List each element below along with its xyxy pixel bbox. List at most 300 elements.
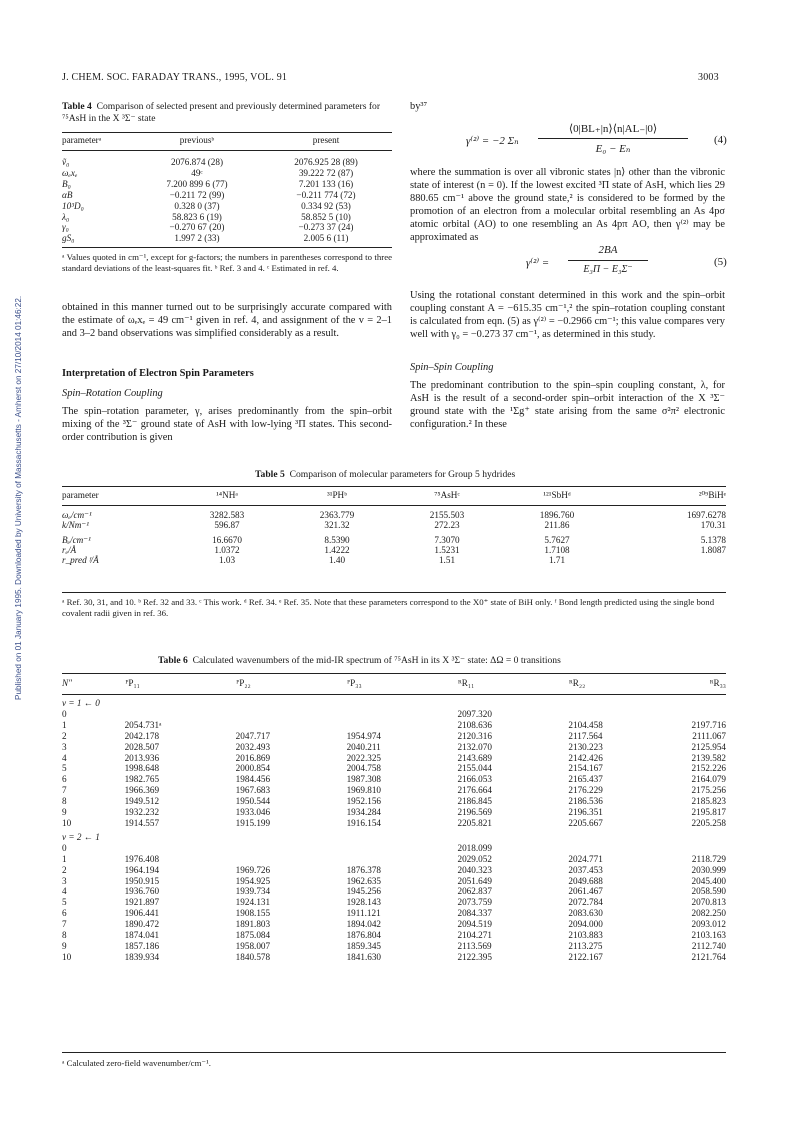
table6-value-cell [562,709,658,720]
table5-value-cell: 321.32 [324,520,350,531]
eq5-lhs: γ⁽²⁾ = [526,257,550,269]
table6-value-cell: 1998.648 [124,763,160,774]
table6-value-cell: 1982.765 [124,774,160,785]
table6-value-cell: 2108.636 [457,719,492,730]
table6-n-cell: 0 [62,842,67,853]
table6-col-branch: ᴿR₂₂ [568,678,586,688]
table6-n-cell: 7 [62,785,67,796]
table6-value-cell: 2040.211 [346,741,381,752]
table5-body [62,510,726,565]
table6-value-cell [341,720,452,731]
table6-value-cell: 2029.052 [457,853,492,864]
table6-value-cell: 2045.400 [691,875,726,886]
table5-mid-rule [62,505,726,506]
table6-value-cell: 2013.936 [124,752,160,763]
table6-col-branch: ᴿR₁₁ [457,678,475,688]
table6-value-cell: 1839.934 [124,951,160,962]
table6-value-cell: 1984.456 [235,774,271,785]
table4-present-cell: 39.222 72 (87) [298,167,354,178]
table4-present-cell: −0.211 774 (72) [296,189,356,200]
table6-value-cell [230,709,341,720]
table6-value-cell: 2094.519 [457,919,492,930]
table4-param-cell: B₀ [62,178,71,189]
eq5-label: (5) [714,256,727,268]
table6-value-cell: 2120.316 [457,730,492,741]
table5-value-cell: 5.1378 [700,534,726,545]
table5-bottom-rule [62,592,726,593]
table6-value-cell [341,843,452,854]
right-paragraph-1: where the summation is over all vibronic states |n⟩ other than the vibronic state of interest (n = 0). If the lowest excited ³Π state of AsH, which lies 29 880.65 cm⁻¹ above the ground state,² is considered to be formed by the promotion of an electron from a molecular orbital resembling an As 4pσ atomic orbital (AO) to one resembling an As 4pπ AO, then γ⁽²⁾ may be approximated as [410,167,725,243]
table6-value-cell: 2195.817 [691,807,726,818]
table6-value-cell: 2093.012 [691,919,726,930]
table4-present-cell: 0.334 92 (53) [301,200,351,211]
table6-row [62,818,726,829]
table5-value-cell: 7.3070 [434,534,460,545]
table4-present-cell: 58.852 5 (10) [301,211,351,222]
table6-value-cell: 2104.271 [457,930,492,941]
table6-value-cell: 2073.759 [457,897,492,908]
table5-value-cell: 272.23 [434,520,460,531]
table6-n-cell: 3 [62,875,67,886]
table5-caption: Table 5 Comparison of molecular parameters for Group 5 hydrides [255,469,516,480]
table4-previous-cell: 49ᶜ [191,167,203,178]
table6-value-cell: 2186.845 [457,796,492,807]
table4-previous-cell: 58.823 6 (19) [172,211,222,222]
table6-value-cell: 2176.229 [568,785,603,796]
table6-n-cell: 4 [62,752,67,763]
table6-value-cell: 1914.557 [124,817,160,828]
table6-value-cell: 1969.810 [346,785,382,796]
table6-row [62,785,726,796]
table6-value-cell: 2094.000 [568,919,603,930]
table6-value-cell: 1950.544 [235,796,271,807]
table5-value-cell: 596.87 [214,520,240,531]
table6-value-cell: 2062.837 [457,886,492,897]
table5-row [62,533,726,545]
table6-n-cell: 5 [62,897,67,908]
table5-value-cell: 1.8087 [700,544,726,555]
table4-header [62,135,392,146]
table6-value-cell [230,854,341,865]
table6-value-cell: 1894.042 [346,919,382,930]
table6-value-cell: 2142.426 [568,752,603,763]
table6-row [62,930,726,941]
table6-row [62,865,726,876]
table6-value-cell: 1859.345 [346,940,382,951]
table4-row [62,212,392,223]
table6-band-label: v = 2 ← 1 [62,831,100,842]
table4-col-previous: previousᵇ [179,135,215,145]
table6-header [62,678,726,689]
table4-previous-cell: −0.211 72 (99) [169,189,225,200]
table6-col-branch: ᴾP₂₂ [236,678,251,688]
table6-value-cell: 1967.683 [235,785,271,796]
table4-previous-cell: 2076.874 (28) [170,157,224,167]
table6-value-cell: 1976.408 [124,853,160,864]
left-paragraph-2: The spin–rotation parameter, γ, arises predominantly from the spin–orbit mixing of the ³Σ⁻ ground state of AsH with low-lying ³Π states. This second-order contribution is given [62,406,392,443]
table4-param-cell: 10³D₀ [62,200,84,211]
table6-value-cell: 2165.437 [568,774,603,785]
table4-bottom-rule [62,247,392,248]
table5-value-cell: 170.31 [700,520,726,531]
table6-value-cell: 1950.915 [124,875,160,886]
eq5-fraction-bar [568,260,648,261]
table5-value-cell: 5.7627 [544,534,570,545]
table6-n-cell: 4 [62,886,67,897]
table5-param-cell: r_pred ᶠ/Å [62,555,99,566]
table6-row [62,908,726,919]
table5-value-cell: 2155.503 [429,510,465,520]
table6-value-cell: 2112.740 [691,940,726,951]
table6-value-cell: 1952.156 [346,796,382,807]
table6-value-cell: 2058.590 [691,886,726,897]
table6-row [62,796,726,807]
table6-value-cell: 2122.167 [568,951,603,962]
table6-value-cell: 1949.512 [124,796,160,807]
table6-n-cell: 1 [62,853,67,864]
table6-row [62,952,726,963]
table6-n-cell: 3 [62,741,67,752]
table4-param-cell: γ₀ [62,222,69,233]
table6-value-cell: 2197.716 [691,719,726,730]
table6-value-cell: 2143.689 [457,752,492,763]
table6-value-cell: 1891.803 [235,919,271,930]
table6-row [62,897,726,908]
table6-value-cell: 1840.578 [235,951,271,962]
table6-col-branch: ᴿR₃₃ [709,678,726,688]
eq4-denominator: E₀ − Eₙ [595,143,631,155]
right-paragraph-3: The predominant contribution to the spin–spin coupling constant, λ, for AsH is the result of a second-order spin–orbit interaction of the X ³Σ⁻ ground state with the ¹Σg⁺ state arising from the same σ²π² electronic configuration.² In these [410,380,725,430]
table6-value-cell: 2113.569 [457,940,492,951]
table5-value-cell: 8.5390 [324,534,350,545]
table5-footnote: ᵃ Ref. 30, 31, and 10. ᵇ Ref. 32 and 33. ᶜ This work. ᵈ Ref. 34. ᵉ Ref. 35. Note that these parameters correspond to the X0⁺ state of BiH only. ᶠ Bond length predicted using the single bond covalent radii given in ref. 36. [62,597,715,618]
table6-band-label: v = 1 ← 0 [62,698,100,708]
table6-row [62,709,726,720]
table6-band-label-row [62,698,726,709]
table4-row [62,179,392,190]
table6-n-cell: 6 [62,774,67,785]
table6-value-cell: 1876.804 [346,930,382,941]
table6-col-branch: ᴾP₁₁ [125,678,140,688]
table6-value-cell: 2205.667 [568,817,603,828]
table5-header [62,490,726,500]
table6-n-cell: 0 [62,708,67,719]
table5-value-cell [612,555,726,565]
table6-value-cell: 1932.232 [124,807,160,818]
right-by: by³⁷ [410,101,428,112]
table6-value-cell: 2054.731ᵃ [124,719,162,730]
table6-value-cell: 2084.337 [457,908,492,919]
table6-value-cell: 2155.044 [457,763,492,774]
table6-value-cell: 2030.999 [691,864,726,875]
eq4-lhs: γ⁽²⁾ = −2 Σₙ [466,135,519,147]
table6-value-cell: 2097.320 [457,708,492,719]
table4-row [62,168,392,179]
table6-value-cell: 2022.325 [346,752,382,763]
table6-value-cell: 2113.275 [568,940,603,951]
table6-value-cell: 1954.974 [346,730,382,741]
table6-value-cell: 2104.458 [568,719,603,730]
table6-n-cell: 9 [62,807,67,818]
section-heading: Interpretation of Electron Spin Parameters [62,368,254,379]
table6-value-cell: 2166.053 [457,774,492,785]
table6-value-cell: 2103.163 [691,930,726,941]
table4-row [62,157,392,168]
table6-row [62,807,726,818]
table6-value-cell: 2111.067 [692,730,726,741]
table6-value-cell: 1934.284 [346,807,382,818]
table6-row [62,876,726,887]
table6-value-cell: 2125.954 [691,741,726,752]
table5-param-cell: ωₑ/cm⁻¹ [62,510,92,520]
table6-value-cell: 2130.223 [568,741,603,752]
table6-value-cell [341,709,452,720]
table6-value-cell: 2082.250 [691,908,726,919]
table4-previous-cell: −0.270 67 (20) [169,222,225,233]
eq4-fraction-bar [538,138,688,139]
table6-row [62,742,726,753]
table6-value-cell [230,720,341,731]
table6-value-cell: 1924.131 [235,897,271,908]
table6-value-cell: 1874.041 [124,930,160,941]
table4-col-parameter: parameterᵃ [62,135,102,145]
table5-value-cell: 1.51 [438,555,456,566]
subheading-spin-spin: Spin–Spin Coupling [410,362,494,373]
table6-value-cell: 2032.493 [235,741,271,752]
table4-caption: Table 4 Comparison of selected present and previously determined parameters for ⁷⁵AsH in the X ³Σ⁻ state [62,101,381,124]
table6-row [62,941,726,952]
table6-value-cell: 2205.821 [457,817,492,828]
table6-value-cell: 1911.121 [346,908,381,919]
table4-body [62,157,392,244]
eq5-numerator: 2BA [598,244,618,256]
equation-5 [526,244,736,284]
table6-row [62,731,726,742]
table5-param-cell: k/Nm⁻¹ [62,520,89,531]
table5-col-ash: ⁷⁵AsHᶜ [434,490,460,500]
table6-n-cell: 9 [62,940,67,951]
table5-col-bih: ²⁰⁹BiHᵉ [698,490,726,500]
table6-bottom-rule [62,1052,726,1053]
table4-previous-cell: 7.200 899 6 (77) [166,178,228,189]
table6-value-cell: 1964.194 [124,864,160,875]
table6-value-cell: 1890.472 [124,919,160,930]
table6-value-cell: 2024.771 [568,853,603,864]
table5-top-rule [62,486,726,487]
table6-row [62,763,726,774]
table6-value-cell: 2018.099 [457,842,492,853]
table6-n-cell: 2 [62,730,67,741]
table6-value-cell: 1962.635 [346,875,382,886]
table6-col-branch: ᴾP₃₃ [347,678,362,688]
download-watermark: Published on 01 January 1995. Downloaded by University of Massachusetts - Amherst on 27/10/2014 01:46:22. [14,295,23,700]
table6-value-cell [119,843,230,854]
table5-col-ph: ³¹PHᵇ [326,490,348,500]
table6-row [62,720,726,731]
table5-col-sbh: ¹²¹SbHᵈ [543,490,571,500]
table6-n-cell: 5 [62,763,67,774]
table6-value-cell: 1966.369 [124,785,160,796]
table4-param-cell: ωₑxₑ [62,167,78,178]
table6-value-cell: 2185.823 [691,796,726,807]
table6-value-cell [562,843,658,854]
table6-value-cell: 1876.378 [346,864,382,875]
table6-value-cell: 2118.729 [691,853,726,864]
table6-value-cell: 1987.308 [346,774,382,785]
table4-present-cell: 7.201 133 (16) [298,178,354,189]
table5-col-parameter: parameter [62,490,99,500]
table6-n-cell: 2 [62,864,67,875]
page-number: 3003 [698,72,719,83]
table5-value-cell: 2363.779 [319,510,355,520]
table6-value-cell [658,709,726,720]
table5-param-cell: rₑ/Å [62,544,77,555]
right-paragraph-2: Using the rotational constant determined in this work and the spin–orbit coupling constant A = −615.35 cm⁻¹,² the spin–rotation coupling constant is calculated from eqn. (5) as γ⁽²⁾ = −0.2966 cm⁻¹; this value compares very well with γ₀ = −0.273 37 cm⁻¹, as determined in this study. [410,290,725,340]
table6-value-cell: 1857.186 [124,940,160,951]
table6-value-cell: 1969.726 [235,864,271,875]
table4-previous-cell: 0.328 0 (37) [174,200,220,211]
table6-value-cell: 2196.351 [568,807,603,818]
table6-n-cell: 1 [62,719,67,730]
table4-param-cell: λ₀ [62,211,70,222]
table6-value-cell: 2049.688 [568,875,603,886]
table6-n-cell: 10 [62,817,72,828]
table6-col-n: N″ [62,678,72,688]
table5-value-cell: 1.03 [218,555,236,566]
table6-band-label-row [62,832,726,843]
table5-value-cell: 1.5231 [434,544,460,555]
table6-value-cell: 1954.925 [235,875,271,886]
table5-value-cell: 1896.760 [539,510,575,520]
table6-value-cell [119,709,230,720]
table6-value-cell: 2205.258 [691,817,726,828]
table6-caption: Table 6 Calculated wavenumbers of the mid-IR spectrum of ⁷⁵AsH in its X ³Σ⁻ state: ΔΩ = 0 transitions [158,655,561,666]
table5-row [62,510,726,520]
table6-mid-rule [62,694,726,695]
table6-value-cell: 2072.784 [568,897,603,908]
table6-value-cell: 2103.883 [568,930,603,941]
eq4-numerator: ⟨0|BL₊|n⟩⟨n|AL₋|0⟩ [568,123,658,135]
table6-row [62,886,726,897]
table6-value-cell: 2042.178 [124,730,160,741]
table4-previous-cell: 1.997 2 (33) [174,233,220,244]
table5-value-cell: 1.71 [548,555,566,566]
table4-row [62,201,392,212]
table5-col-nh: ¹⁴NHᵃ [216,490,238,500]
table6-value-cell: 2016.869 [235,752,271,763]
left-paragraph-1: obtained in this manner turned out to be surprisingly accurate compared with the estimate of ωₑxₑ = 49 cm⁻¹ given in ref. 4, and assignment of the v = 2–1 and 3–2 band observations was simplified considerably as a result. [62,302,392,339]
subheading-spin-rotation: Spin–Rotation Coupling [62,388,163,399]
table6-value-cell: 2051.649 [457,875,492,886]
table6-row [62,854,726,865]
table6-value-cell: 2175.256 [691,785,726,796]
table6-value-cell: 1906.441 [124,908,160,919]
table6-n-cell: 8 [62,930,67,941]
table6-value-cell: 2040.323 [457,864,492,875]
table6-value-cell: 1915.199 [235,817,271,828]
table6-value-cell: 2037.453 [568,864,603,875]
table5-value-cell: 1.40 [328,555,346,566]
table6-value-cell: 2117.564 [568,730,603,741]
table4-row [62,222,392,233]
table6-footnote: ᵃ Calculated zero-field wavenumber/cm⁻¹. [62,1058,211,1068]
table6-n-cell: 10 [62,951,72,962]
table4-row [62,190,392,201]
table6-value-cell: 1916.154 [346,817,382,828]
table5-param-cell: Bₑ/cm⁻¹ [62,534,91,545]
table4-param-cell: αB [62,189,73,200]
table4-present-cell: −0.273 37 (24) [298,222,354,233]
table6-value-cell: 2122.395 [457,951,492,962]
eq4-label: (4) [714,134,727,146]
table6-n-cell: 7 [62,919,67,930]
table6-value-cell: 2196.569 [457,807,492,818]
table6-body [62,698,726,963]
table5-value-cell: 16.6670 [212,534,242,545]
table5-value-cell: 1.4222 [324,544,350,555]
table6-value-cell: 2004.758 [346,763,382,774]
table6-value-cell: 1841.630 [346,951,382,962]
table6-value-cell: 1939.734 [235,886,271,897]
table6-value-cell [341,854,452,865]
table4-col-present: present [312,135,340,145]
table6-row [62,753,726,764]
table6-value-cell: 2000.854 [235,763,271,774]
table4-row [62,233,392,244]
table4-mid-rule [62,150,392,151]
table6-value-cell: 2083.630 [568,908,603,919]
table6-value-cell: 1945.256 [346,886,382,897]
table6-value-cell: 2152.226 [691,763,726,774]
table6-value-cell: 1936.760 [124,886,160,897]
table6-value-cell: 2154.167 [568,763,603,774]
table4-top-rule [62,132,392,133]
table5-row [62,520,726,532]
table4-present-cell: 2.005 6 (11) [303,233,349,244]
table6-row [62,774,726,785]
eq5-denominator: E₃Π − E₃Σ⁻ [583,264,633,275]
table6-value-cell: 1921.897 [124,897,160,908]
table6-value-cell: 1908.155 [235,908,271,919]
table4-present-cell: 2076.925 28 (89) [294,157,358,167]
table5-row [62,545,726,555]
table6-value-cell [658,843,726,854]
table6-value-cell: 2061.467 [568,886,603,897]
table6-value-cell: 1958.007 [235,940,271,951]
table6-value-cell: 2132.070 [457,741,492,752]
table5-value-cell: 211.86 [544,520,570,531]
journal-header: J. CHEM. SOC. FARADAY TRANS., 1995, VOL. 91 [62,72,288,83]
table4-param-cell: ṽ₀ [62,157,70,167]
table6-n-cell: 8 [62,796,67,807]
table6-top-rule [62,673,726,674]
table6-value-cell: 2176.664 [457,785,492,796]
table6-row [62,919,726,930]
table6-value-cell: 1933.046 [235,807,271,818]
table5-row [62,555,726,565]
table5-value-cell: 1.7108 [544,544,570,555]
table6-n-cell: 6 [62,908,67,919]
table5-value-cell: 1.0372 [214,544,240,555]
table6-value-cell: 1875.084 [235,930,271,941]
table6-value-cell: 1928.143 [346,897,382,908]
table6-value-cell: 2070.813 [691,897,726,908]
table5-value-cell: 3282.583 [209,510,245,520]
table6-value-cell: 2047.717 [235,730,271,741]
table6-row [62,843,726,854]
table4-footnote: ᵃ Values quoted in cm⁻¹, except for g-factors; the numbers in parentheses correspond to three standard deviations of the least-squares fit. ᵇ Ref. 3 and 4. ᶜ Estimated in ref. 4. [62,252,392,273]
table6-value-cell: 2121.764 [691,951,726,962]
